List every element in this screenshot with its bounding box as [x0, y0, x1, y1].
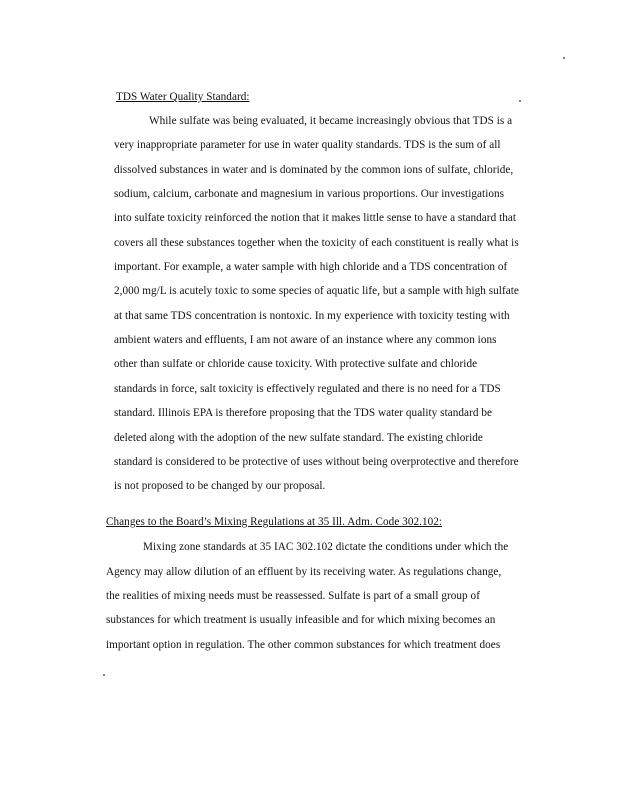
- paragraph-line: substances for which treatment is usually infeasible and for which mixing becomes an: [106, 614, 496, 626]
- paragraph-line: ambient waters and effluents, I am not aware of an instance where any common ions: [114, 334, 497, 346]
- paragraph-line: other than sulfate or chloride cause toxicity. With protective sulfate and chloride: [114, 358, 478, 370]
- section-heading-mixing: Changes to the Board’s Mixing Regulations at 35 Ill. Adm. Code 302.102:: [106, 516, 443, 528]
- paragraph-line: is not proposed to be changed by our proposal.: [114, 480, 326, 492]
- paragraph-line: standards in force, salt toxicity is effectively regulated and there is no need for a TDS: [114, 383, 501, 395]
- section-heading-tds: TDS Water Quality Standard:: [116, 91, 250, 103]
- scan-speck: [103, 674, 105, 676]
- paragraph-line: into sulfate toxicity reinforced the notion that it makes little sense to have a standard that: [114, 212, 517, 224]
- paragraph-line: Agency may allow dilution of an effluent by its receiving water. As regulations change,: [106, 566, 502, 578]
- scan-speck: [563, 57, 565, 59]
- paragraph-line: dissolved substances in water and is dominated by the common ions of sulfate, chloride,: [114, 164, 514, 176]
- paragraph-line: important option in regulation. The other common substances for which treatment does: [106, 639, 501, 651]
- paragraph-line: standard. Illinois EPA is therefore proposing that the TDS water quality standard be: [114, 407, 492, 419]
- paragraph-line: 2,000 mg/L is acutely toxic to some species of aquatic life, but a sample with high sulfate: [114, 285, 519, 297]
- paragraph-line: sodium, calcium, carbonate and magnesium in various proportions. Our investigations: [114, 188, 505, 200]
- paragraph-line: Mixing zone standards at 35 IAC 302.102 dictate the conditions under which the: [143, 541, 509, 553]
- paragraph-line: deleted along with the adoption of the new sulfate standard. The existing chloride: [114, 432, 483, 444]
- paragraph-line: at that same TDS concentration is nontoxic. In my experience with toxicity testing with: [114, 310, 510, 322]
- scan-speck: [519, 100, 521, 102]
- paragraph-line: the realities of mixing needs must be reassessed. Sulfate is part of a small group of: [106, 590, 480, 602]
- paragraph-line: very inappropriate parameter for use in water quality standards. TDS is the sum of all: [114, 139, 501, 151]
- paragraph-line: important. For example, a water sample with high chloride and a TDS concentration of: [114, 261, 508, 273]
- paragraph-line: While sulfate was being evaluated, it became increasingly obvious that TDS is a: [149, 115, 513, 127]
- paragraph-line: standard is considered to be protective of uses without being overprotective and therefore: [114, 456, 519, 468]
- paragraph-line: covers all these substances together when the toxicity of each constituent is really what is: [114, 237, 519, 249]
